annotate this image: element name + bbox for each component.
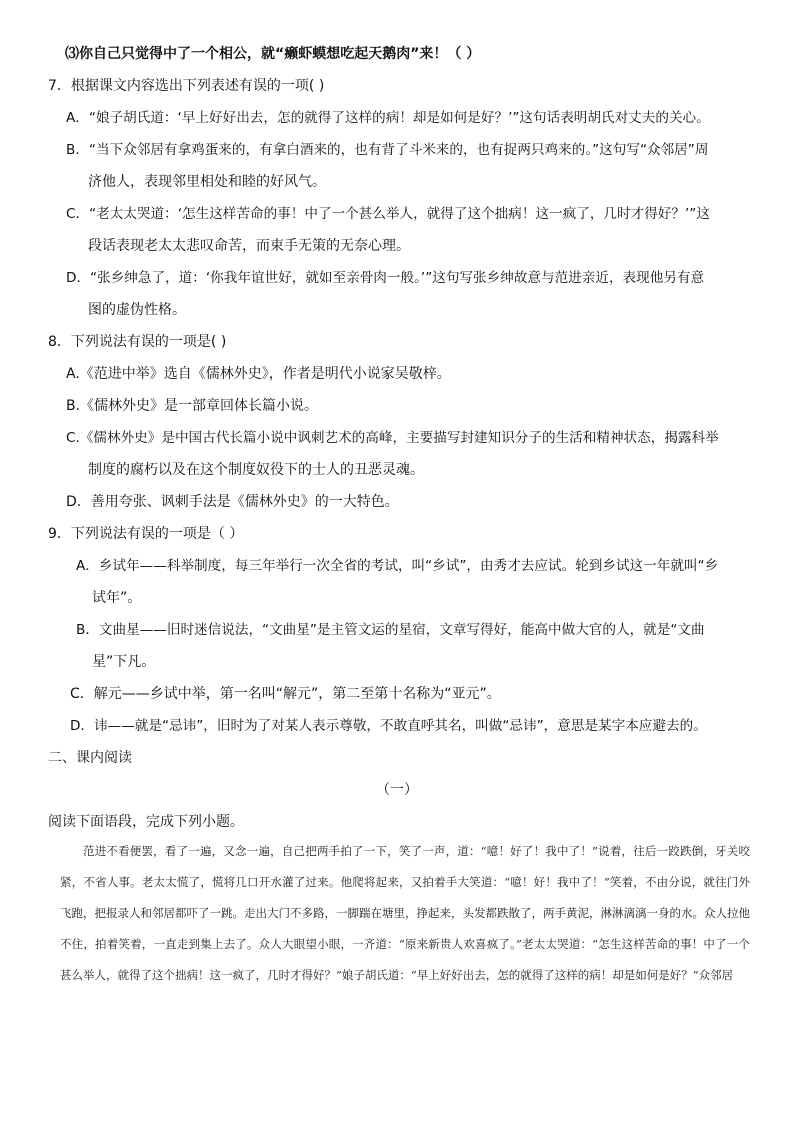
question-7-option-d: D．“张乡绅急了，道：‘你我年谊世好，就如至亲骨肉一般。’”这句写张乡绅故意与范进亲近，表现他另有意	[66, 270, 705, 286]
question-7-option-b-cont: 济他人，表现邻里相处和睦的好风气。	[88, 174, 326, 190]
reading-part-label: （一）	[376, 782, 418, 798]
question-7-option-d-cont: 图的虚伪性格。	[88, 302, 186, 318]
question-9-option-b: B．文曲星——旧时迷信说法，“文曲星”是主管文运的星宿，文章写得好，能高中做大官的人，就是“文曲	[76, 622, 705, 638]
question-8-option-d: D．善用夸张、讽刺手法是《儒林外史》的一大特色。	[66, 494, 399, 510]
question-9-option-a-cont: 试年”。	[92, 590, 142, 606]
question-8-option-a: A.《范进中举》选自《儒林外史》，作者是明代小说家吴敬梓。	[66, 366, 451, 382]
reading-passage: 范进不看便罢，看了一遍，又念一遍，自己把两手拍了一下，笑了一声，道：“噫！好了！我中了！”说着，往后一跤跌倒，牙关咬紧，不省人事。老太太慌了，慌将几口开水灌了过来。他爬将起来，又拍着手大笑道：“噫！好！我中了！”笑着，不由分说，就往门外飞跑，把报录人和邻居都吓了一跳。走出大门不多路，一脚踹在塘里，挣起来，头发都跌散了，两手黄泥，淋淋漓漓一身的水。众人拉他不住，拍着笑着，一直走到集上去了。众人大眼望小眼，一齐道：“原来新贵人欢喜疯了。”老太太哭道：“怎生这样苦命的事！中了一个甚么举人，就得了这个拙病！这一疯了，几时才得好？”娘子胡氏道：“早上好好出去，怎的就得了这样的病！却是如何是好？”众邻居	[60, 844, 750, 982]
question-7-option-a: A．“娘子胡氏道：‘早上好好出去，怎的就得了这样的病！却是如何是好？’”这句话表明胡氏对丈夫的关心。	[66, 110, 710, 126]
question-9-option-c: C．解元——乡试中举，第一名叫“解元”，第二至第十名称为“亚元”。	[70, 686, 501, 702]
question-6-sub3: ⑶你自己只觉得中了一个相公，就“癞虾蟆想吃起天鹅肉”来！（ ）	[65, 46, 481, 62]
question-9-option-a: A．乡试年——科举制度，每三年举行一次全省的考试，叫“乡试”，由秀才去应试。轮到乡试这一年就叫“乡	[76, 558, 719, 574]
question-8-option-b: B.《儒林外史》是一部章回体长篇小说。	[66, 398, 319, 414]
question-9-stem: 9．下列说法有误的一项是（ ）	[48, 526, 244, 542]
question-7-option-c: C．“老太太哭道：‘怎生这样苦命的事！中了一个甚么举人，就得了这个拙病！这一疯了，几时才得好？’”这	[66, 206, 710, 222]
question-8-option-c-cont: 制度的腐朽以及在这个制度奴役下的士人的丑恶灵魂。	[88, 462, 424, 478]
question-9-option-b-cont: 星”下凡。	[92, 654, 156, 670]
question-7-stem: 7．根据课文内容选出下列表述有误的一项( )	[48, 78, 325, 94]
question-9-option-d: D．讳——就是“忌讳”，旧时为了对某人表示尊敬，不敢直呼其名，叫做“忌讳”，意思是某字本应避去的。	[70, 718, 707, 734]
question-7-option-c-cont: 段话表现老太太悲叹命苦，而束手无策的无奈心理。	[88, 238, 410, 254]
question-7-option-b: B．“当下众邻居有拿鸡蛋来的，有拿白酒来的，也有背了斗米来的，也有捉两只鸡来的。”这句写“众邻居”周	[66, 142, 709, 158]
reading-instruction: 阅读下面语段，完成下列小题。	[48, 814, 244, 830]
question-8-stem: 8．下列说法有误的一项是( )	[48, 334, 227, 350]
question-8-option-c: C.《儒林外史》是中国古代长篇小说中讽刺艺术的高峰，主要描写封建知识分子的生活和精神状态，揭露科举	[66, 430, 719, 446]
section-heading: 二、课内阅读	[48, 750, 132, 766]
